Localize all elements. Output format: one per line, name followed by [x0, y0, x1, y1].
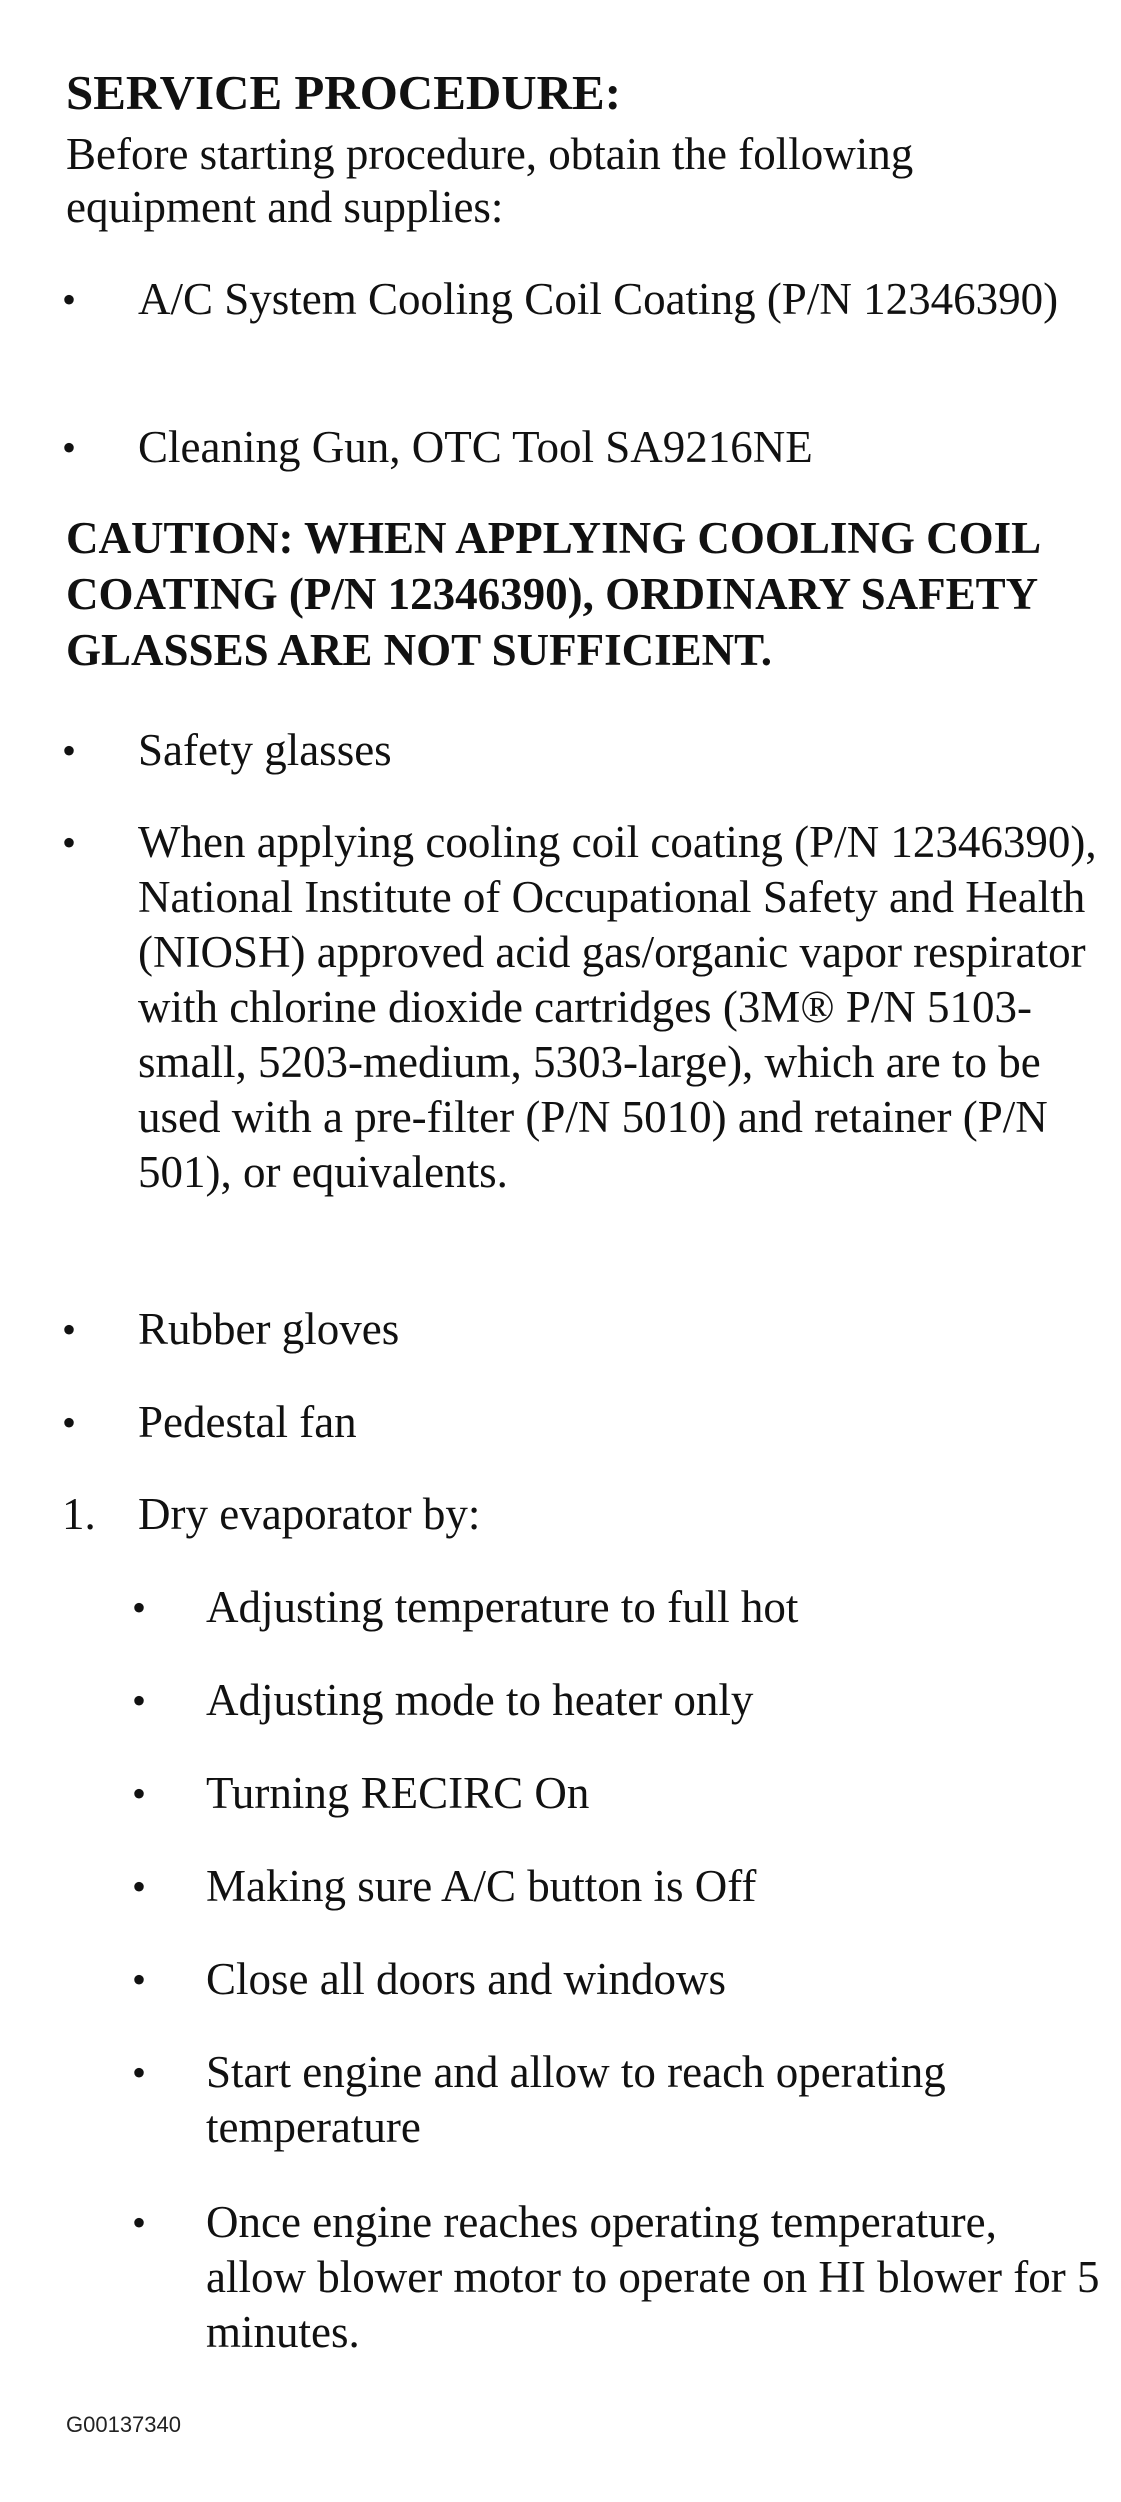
substep-text: Start engine and allow to reach operating temperature: [206, 2047, 946, 2152]
figure-id: G00137340: [66, 2412, 181, 2437]
substep-text: Making sure A/C button is Off: [206, 1861, 757, 1911]
substep-text: Close all doors and windows: [206, 1954, 726, 2004]
bullet-icon: •: [132, 1771, 147, 1816]
safety-item-text: Pedestal fan: [138, 1397, 357, 1447]
bullet-icon: •: [62, 1307, 77, 1352]
bullet-icon: •: [132, 1585, 147, 1630]
substep-text: Adjusting mode to heater only: [206, 1675, 754, 1725]
substep-text: Once engine reaches operating temperature, allow blower motor to operate on HI blower for 5 minutes.: [206, 2197, 1100, 2357]
substep-text: Turning RECIRC On: [206, 1768, 590, 1818]
step-number: 1.: [62, 1489, 96, 1539]
supply-item-text: Cleaning Gun, OTC Tool SA9216NE: [138, 422, 813, 472]
safety-item-text: When applying cooling coil coating (P/N 12346390), National Institute of Occupational Safety and Health (NIOSH) approved acid gas/organic vapor respirator with chlorine dioxide cartridges (3M® P/N 5103-small, 5203-medium, 5303-large), which are to be used with a pre-filter (P/N 5010) and retainer (P/N 501), or equivalents.: [138, 817, 1097, 1197]
step-text: Dry evaporator by:: [138, 1489, 481, 1539]
safety-item-text: Safety glasses: [138, 725, 392, 775]
bullet-icon: •: [62, 277, 77, 322]
bullet-icon: •: [132, 1864, 147, 1909]
section-heading: SERVICE PROCEDURE:: [66, 65, 622, 120]
substep-text: Adjusting temperature to full hot: [206, 1582, 799, 1632]
bullet-icon: •: [132, 1957, 147, 2002]
caution-notice: CAUTION: WHEN APPLYING COOLING COIL COATING (P/N 12346390), ORDINARY SAFETY GLASSES ARE NOT SUFFICIENT.: [66, 513, 1039, 675]
bullet-icon: •: [132, 2050, 147, 2095]
safety-item-text: Rubber gloves: [138, 1304, 400, 1354]
bullet-icon: •: [62, 820, 77, 865]
bullet-icon: •: [62, 728, 77, 773]
bullet-icon: •: [62, 1400, 77, 1445]
supply-item-text: A/C System Cooling Coil Coating (P/N 12346390): [138, 274, 1059, 324]
bullet-icon: •: [132, 2200, 147, 2245]
bullet-icon: •: [132, 1678, 147, 1723]
intro-paragraph: Before starting procedure, obtain the following equipment and supplies:: [66, 129, 914, 232]
bullet-icon: •: [62, 425, 77, 470]
